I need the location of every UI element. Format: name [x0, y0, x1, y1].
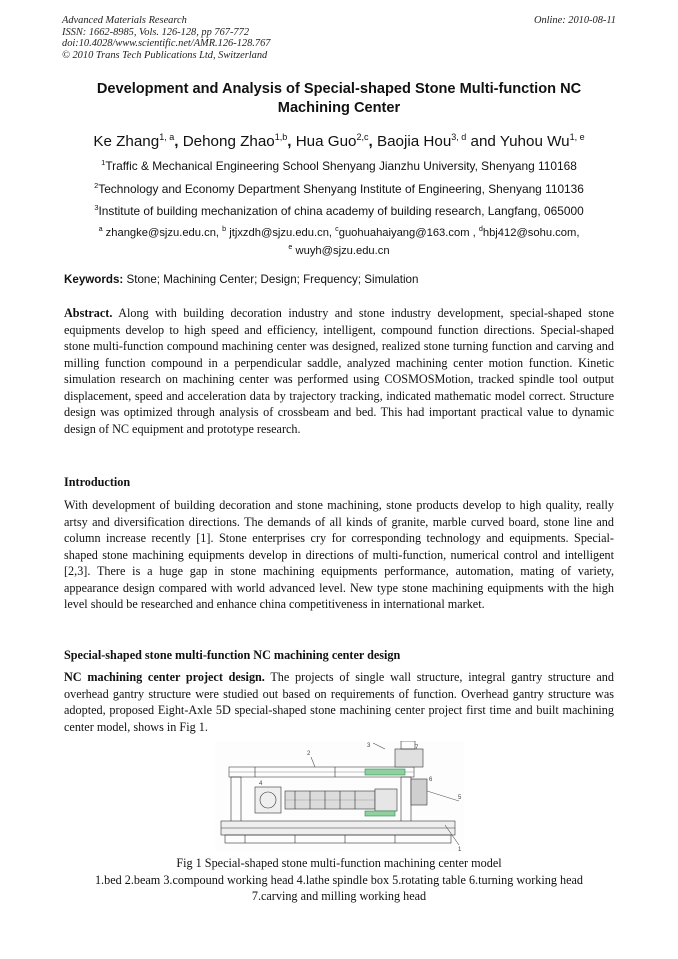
journal-name: Advanced Materials Research [62, 15, 187, 26]
email-marker: c [335, 224, 339, 233]
email-list [40, 222, 638, 258]
author-name: Dehong Zhao [182, 133, 275, 150]
introduction-text: With development of building decoration and stone machining, stone products develop to high quality, really artsy and diversification directions. The demands of all kinds of granite, marble curved board, stone line and column increase recently [1]. Stone enterprises cry for corresponding technology and equipments. Special-shaped stone machining equipments develop in directions of multi-function, numerical control and intelligent [2,3]. There is a huge gap in stone machining equipments performance, automation, mating of variety, appearance design compared with world advanced level. New type stone machining equipments with the high level should be researched and enhance china competitiveness in international market. [64, 498, 614, 611]
author-name: Ke Zhang [93, 133, 160, 150]
email-address: hbj412@sohu.com, [482, 227, 580, 239]
abstract-text: Along with building decoration industry and stone industry development, special-shaped stone equipments develop to high speed and efficiency, intelligent, compound function directions. Special-shaped stone multi-function compound machining center was designed, realized stone turning function and carving and milling function compound in a perpendicular saddle, analyzed machining center motion function. Kinetic simulation research on machining center was performed using COSMOSMotion, tracked spindle tool output displacement, speed and acceleration data by trajectory tracking, indicated mathematic model correct. Structure design was optimized through analysis of crossbeam and bed. This had important practical value to dynamic design of NC equipment and prototype research. [64, 306, 614, 436]
email-marker: e [288, 242, 293, 251]
affiliation-marker: 1 [101, 158, 106, 167]
title-line-2: Machining Center [277, 100, 401, 116]
author-separator: and [466, 133, 500, 150]
affiliation-text: Traffic & Mechanical Engineering School Shenyang Jianzhu University, Shenyang 110168 [105, 159, 577, 173]
figure-callout: 7 [415, 745, 419, 751]
abstract-label: Abstract. [64, 306, 113, 320]
introduction-heading: Introduction [64, 475, 131, 489]
keywords [64, 272, 624, 287]
figure-callout: 2 [307, 751, 311, 757]
email-address: guohuahaiyang@163.com , [338, 227, 479, 239]
online-date: Online: 2010-08-11 [533, 15, 616, 26]
email-marker: a [98, 224, 103, 233]
figure-callout: 6 [429, 777, 433, 783]
machining-center-figure [215, 741, 464, 852]
title-line-1: Development and Analysis of Special-shaped Stone Multi-function NC [96, 81, 582, 97]
paper-title [60, 80, 618, 118]
keywords-text: Stone; Machining Center; Design; Frequency; Simulation [123, 273, 419, 286]
affiliation-marker: 2 [94, 181, 99, 190]
author-separator: , [287, 133, 296, 150]
author-separator: , [368, 133, 377, 150]
copyright-line: © 2010 Trans Tech Publications Ltd, Switzerland [62, 49, 268, 61]
affiliation-marker: 3 [94, 203, 99, 212]
abstract [64, 305, 614, 437]
author-affiliation-marker: 1, a [159, 132, 175, 142]
email-address: jtjxzdh@sjzu.edu.cn, [229, 227, 336, 239]
author-affiliation-marker: 2,c [356, 132, 369, 142]
email-address: wuyh@sjzu.edu.cn [295, 245, 390, 257]
author-name: Yuhou Wu [499, 133, 570, 150]
author-affiliation-marker: 3, d [451, 132, 467, 142]
figure-callout: 4 [259, 781, 263, 787]
figure-caption: Fig 1 Special-shaped stone multi-function machining center model [176, 856, 502, 870]
email-address: zhangke@sjzu.edu.cn, [105, 227, 223, 239]
issn-line: ISSN: 1662-8985, Vols. 126-128, pp 767-772 [62, 26, 250, 38]
journal-header [62, 15, 616, 61]
design-paragraph [64, 669, 614, 735]
affiliation [30, 200, 648, 219]
author-list [30, 127, 648, 152]
design-text: The projects of single wall structure, integral gantry structure and overhead gantry structure were studied out based on requirements of function. Overhead gantry structure was adopted, proposed Eight-Axle 5D special-shaped stone machining center project first time and built machining center model, shows in Fig 1. [64, 670, 614, 734]
author-name: Baojia Hou [376, 133, 452, 150]
affiliation-text: Institute of building mechanization of china academy of building research, Langfang, 065000 [98, 204, 584, 218]
design-section-heading: Special-shaped stone multi-function NC machining center design [64, 648, 401, 662]
figure-legend-line-1: 1.bed 2.beam 3.compound working head 4.lathe spindle box 5.rotating table 6.turning working head [94, 873, 584, 887]
author-affiliation-marker: 1, e [569, 132, 585, 142]
email-marker: d [478, 224, 483, 233]
author-separator: , [174, 133, 183, 150]
design-subheading: NC machining center project design. [64, 670, 265, 684]
figure-callout: 1 [458, 847, 462, 852]
affiliation-text: Technology and Economy Department Shenyang Institute of Engineering, Shenyang 110136 [98, 182, 584, 196]
figure-callout: 3 [367, 743, 371, 749]
keywords-label: Keywords: [64, 273, 124, 286]
email-marker: b [222, 224, 227, 233]
affiliation [30, 155, 648, 174]
author-affiliation-marker: 1,b [274, 132, 288, 142]
figure-legend-line-2: 7.carving and milling working head [251, 889, 427, 903]
doi-line: doi:10.4028/www.scientific.net/AMR.126-128.767 [62, 38, 271, 50]
author-name: Hua Guo [295, 133, 357, 150]
affiliation [30, 178, 648, 197]
figure-callout: 5 [458, 795, 462, 801]
